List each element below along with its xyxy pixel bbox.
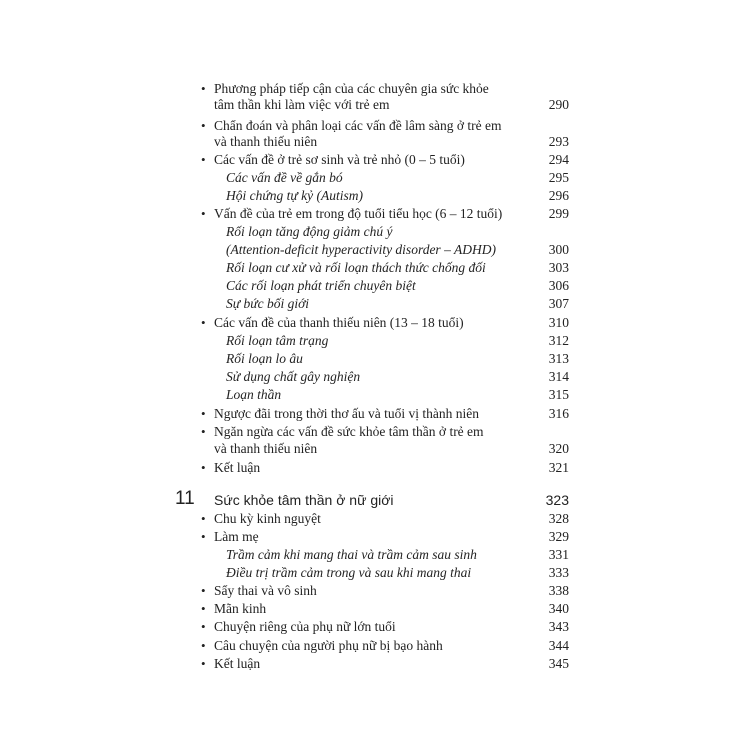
toc-entry-title: Điều trị trầm cảm trong và sau khi mang thai	[226, 565, 472, 580]
toc-entry-title: Ngược đãi trong thời thơ ấu và tuổi vị thành niên	[214, 406, 479, 421]
page-number: 328	[548, 511, 569, 526]
toc-entry-title: Câu chuyện của người phụ nữ bị bạo hành	[214, 638, 443, 653]
toc-subentry	[0, 187, 750, 205]
toc-entry-title: Rối loạn tăng động giảm chú ý	[226, 224, 393, 239]
toc-entry-title: Trầm cảm khi mang thai và trầm cảm sau sinh	[226, 547, 477, 562]
bullet-icon: •	[201, 511, 206, 526]
bullet-icon: •	[201, 118, 206, 133]
page-number: 320	[548, 441, 569, 456]
toc-subentry	[0, 223, 750, 241]
toc-entry-title: Sự bức bối giới	[226, 296, 310, 311]
page-number: 290	[548, 97, 569, 112]
page-number: 340	[548, 601, 569, 616]
page-number: 314	[548, 369, 569, 384]
toc-entry	[0, 151, 750, 169]
toc-entry-title: Hội chứng tự kỷ (Autism)	[226, 188, 363, 203]
toc-entry-title: Các vấn đề về gắn bó	[226, 170, 343, 185]
toc-entry-title: Chuyện riêng của phụ nữ lớn tuổi	[214, 619, 396, 634]
toc-entry	[0, 423, 750, 441]
bullet-icon: •	[201, 81, 206, 96]
page-number: 323	[545, 492, 569, 508]
page-number: 306	[548, 278, 569, 293]
page-number: 299	[548, 206, 569, 221]
page-number: 345	[548, 656, 569, 671]
toc-entry-title: và thanh thiếu niên	[214, 134, 318, 149]
page-number: 331	[548, 547, 569, 562]
toc-subentry	[0, 259, 750, 277]
page-number: 294	[548, 152, 569, 167]
page-number: 344	[548, 638, 569, 653]
chapter-number: 11	[175, 488, 195, 509]
toc-entry-title: và thanh thiếu niên	[214, 441, 318, 456]
bullet-icon: •	[201, 152, 206, 167]
page-number: 333	[548, 565, 569, 580]
toc-entry-title: Loạn thần	[226, 387, 282, 402]
toc-entry	[0, 510, 750, 528]
toc-entry	[0, 618, 750, 636]
toc-entry	[0, 582, 750, 600]
toc-entry-title: Kết luận	[214, 656, 261, 671]
toc-entry-continuation	[0, 96, 750, 114]
toc-entry-title: Phương pháp tiếp cận của các chuyên gia sức khỏe	[214, 81, 489, 96]
page-number: 295	[548, 170, 569, 185]
toc-entry-continuation	[0, 133, 750, 151]
toc-entry	[0, 528, 750, 546]
toc-entry	[0, 405, 750, 423]
toc-entry	[0, 637, 750, 655]
toc-entry-title: Vấn đề của trẻ em trong độ tuổi tiểu học (6 – 12 tuổi)	[214, 206, 503, 221]
bullet-icon: •	[201, 656, 206, 671]
toc-entry	[0, 459, 750, 477]
bullet-icon: •	[201, 619, 206, 634]
toc-entry-title: Chu kỳ kinh nguyệt	[214, 511, 321, 526]
toc-entry-title: Các rối loạn phát triển chuyên biệt	[226, 278, 416, 293]
toc-subentry	[0, 169, 750, 187]
toc-entry-title: Sử dụng chất gây nghiện	[226, 369, 361, 384]
toc-subentry	[0, 350, 750, 368]
toc-chapter-heading	[0, 488, 750, 510]
page-number: 321	[548, 460, 569, 475]
toc-subentry	[0, 368, 750, 386]
toc-subentry	[0, 564, 750, 582]
page-number: 315	[548, 387, 569, 402]
page-number: 300	[548, 242, 569, 257]
toc-entry	[0, 600, 750, 618]
page-number: 313	[548, 351, 569, 366]
toc-entry-title: Rối loạn lo âu	[226, 351, 303, 366]
toc-subentry	[0, 295, 750, 313]
toc-subentry	[0, 332, 750, 350]
toc-entry-title: Các vấn đề ở trẻ sơ sinh và trẻ nhỏ (0 – 5 tuổi)	[214, 152, 465, 167]
page-number: 312	[548, 333, 569, 348]
toc-entry-title: Các vấn đề của thanh thiếu niên (13 – 18 tuổi)	[214, 315, 464, 330]
toc-entry-title: Làm mẹ	[214, 529, 259, 544]
chapter-title: Sức khỏe tâm thần ở nữ giới	[214, 492, 394, 508]
toc-entry-title: Sẩy thai và vô sinh	[214, 583, 317, 598]
bullet-icon: •	[201, 583, 206, 598]
toc-entry-title: Rối loạn tâm trạng	[226, 333, 329, 348]
bullet-icon: •	[201, 601, 206, 616]
page-number: 303	[548, 260, 569, 275]
bullet-icon: •	[201, 424, 206, 439]
page-number: 310	[548, 315, 569, 330]
page-number: 307	[548, 296, 569, 311]
toc-subentry	[0, 277, 750, 295]
bullet-icon: •	[201, 406, 206, 421]
bullet-icon: •	[201, 315, 206, 330]
bullet-icon: •	[201, 206, 206, 221]
toc-entry-continuation	[0, 440, 750, 458]
bullet-icon: •	[201, 638, 206, 653]
page-number: 338	[548, 583, 569, 598]
toc-subentry	[0, 241, 750, 259]
bullet-icon: •	[201, 529, 206, 544]
toc-entry-title: Ngăn ngừa các vấn đề sức khỏe tâm thần ở trẻ em	[214, 424, 484, 439]
page-number: 343	[548, 619, 569, 634]
page-number: 329	[548, 529, 569, 544]
toc-subentry	[0, 386, 750, 404]
bullet-icon: •	[201, 460, 206, 475]
toc-entry-title: Kết luận	[214, 460, 261, 475]
page-number: 293	[548, 134, 569, 149]
toc-entry	[0, 314, 750, 332]
page-number: 316	[548, 406, 569, 421]
toc-entry-title: Rối loạn cư xử và rối loạn thách thức chống đối	[226, 260, 486, 275]
page-number: 296	[548, 188, 569, 203]
toc-entry	[0, 655, 750, 673]
toc-entry-title: Chẩn đoán và phân loại các vấn đề lâm sàng ở trẻ em	[214, 118, 502, 133]
toc-entry-title: Mãn kinh	[214, 601, 267, 616]
toc-entry	[0, 205, 750, 223]
toc-entry-title: tâm thần khi làm việc với trẻ em	[214, 97, 390, 112]
toc-entry-title: (Attention-deficit hyperactivity disorder – ADHD)	[226, 242, 496, 257]
toc-subentry	[0, 546, 750, 564]
